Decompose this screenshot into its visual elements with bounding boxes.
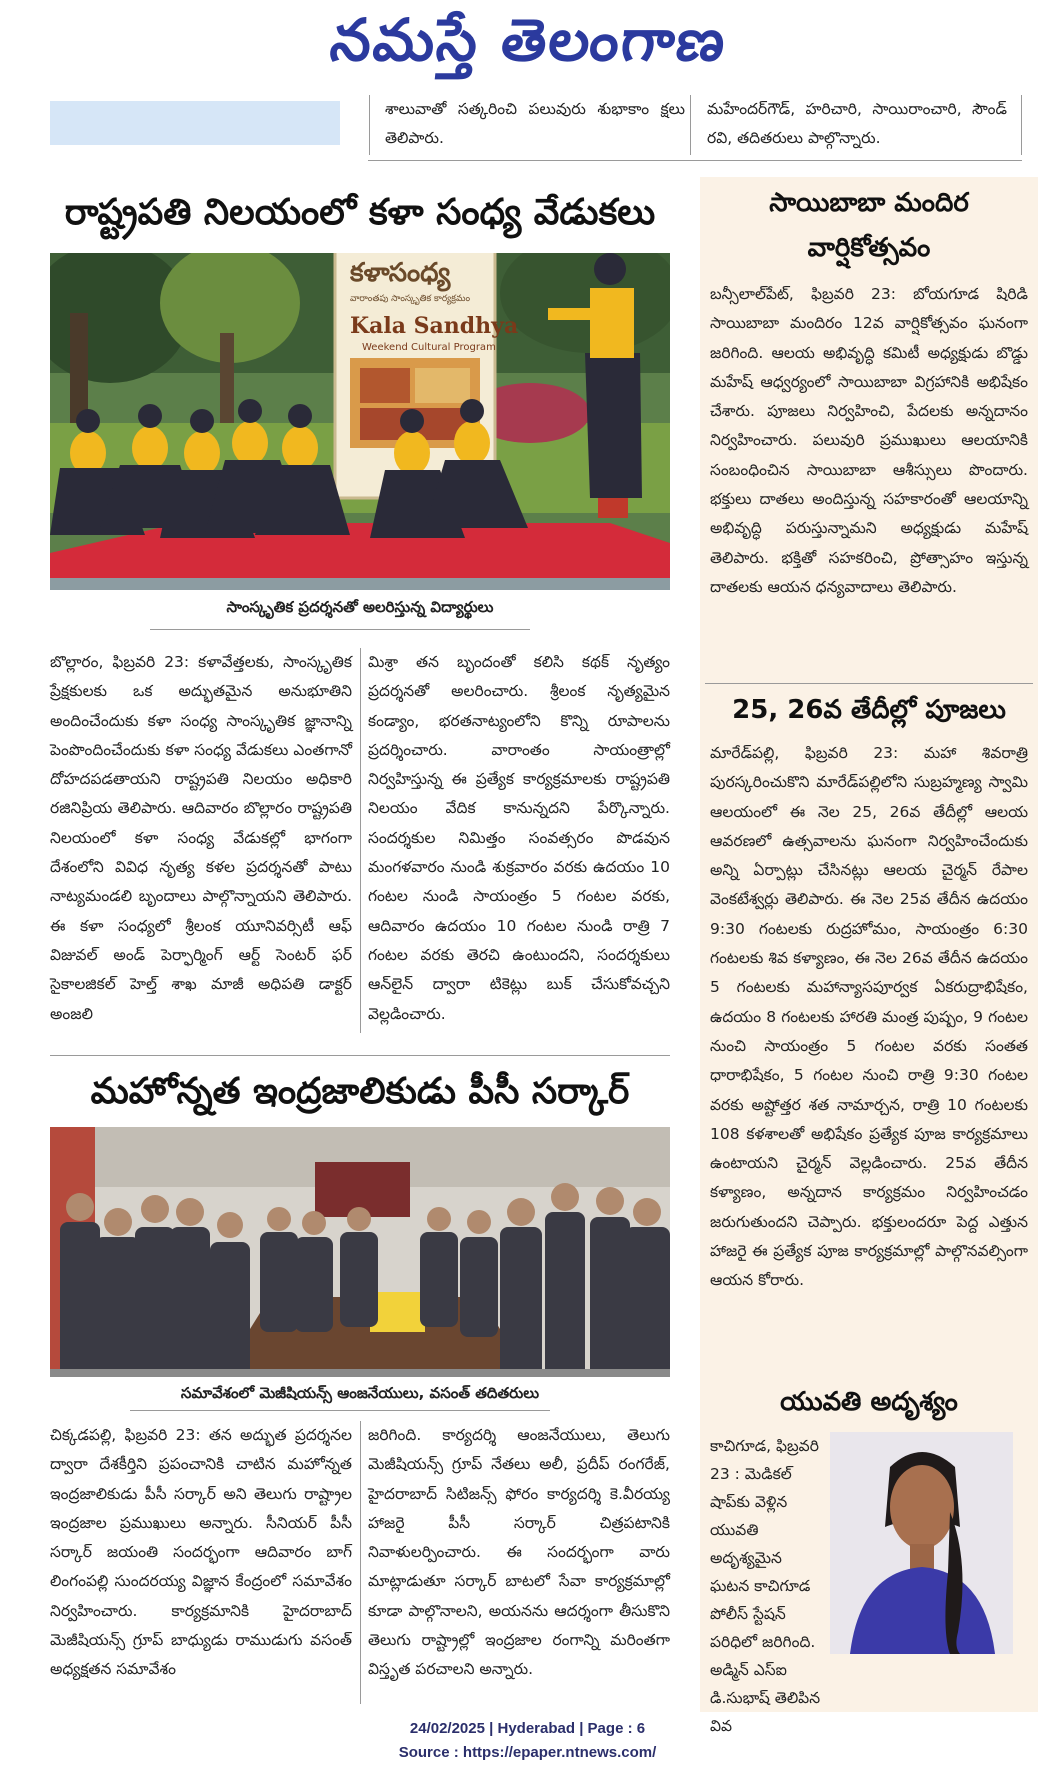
magicians-photo <box>50 1127 670 1377</box>
magicians-photo-illustration <box>50 1127 670 1377</box>
column-divider <box>369 95 370 155</box>
footer-source-link[interactable]: Source : https://epaper.ntnews.com/ <box>398 1744 657 1761</box>
article2-headline: మహోన్నత ఇంద్రజాలికుడు పీసీ సర్కార్ <box>90 1071 630 1112</box>
sidebar-story1-text: బన్సీలాల్‌పేట్, ఫిబ్రవరి 23: బోయగూడ షిరిడి సాయిబాబా మందిరం 12వ వార్షికోత్సవం ఘనంగా జరిగింది. ఆలయ అభివృద్ధి కమిటీ అధ్యక్షుడు బొడ్డు మహేష్ ఆధ్వర్యంలో సాయిబాబా విగ్రహానికి అభిషేకం చేశారు. పూజలు నిర్వహించి, పేదలకు అన్నదానం నిర్వహించారు. పలువురి ప్రముఖులు ఆలయానికి సంబంధించిన సాయిబాబా ఆశీస్సులు పొందారు. భక్తులు దాతలు అందిస్తున్న సహకారంతో ఆలయాన్ని అభివృద్ధి పరుస్తున్నామని అధ్యక్షుడు మహేష్ తెలిపారు. భక్తితో సహకరించి, ప్రోత్సాహం ఇస్తున్న దాతలకు ఆయన ధన్యవాదాలు తెలిపారు. <box>710 285 1028 596</box>
banner-subtitle: Weekend Cultural Program <box>362 342 496 353</box>
article2-body-col2 <box>368 1421 670 1685</box>
article2-body-col1 <box>50 1421 352 1685</box>
banner-telugu-sub: వారాంతపు సాంస్కృతిక కార్యక్రమం <box>350 294 471 304</box>
sidebar-story3-body <box>710 1432 822 1740</box>
top-text-col3: మహేందర్‌గౌడ్, హరిచారి, సాయిరాంచారి, సౌండ్ రవి, తదితరులు పాల్గొన్నారు. <box>707 100 1007 147</box>
article1-text-col2: మిశ్రా తన బృందంతో కలిసి కథక్ నృత్యం ప్రదర్శనతో అలరించారు. శ్రీలంక నృత్యమైన కండ్యాం, భరతనాట్యంలోని కొన్ని రూపాలను ప్రదర్శించారు. వారాంతం సాయంత్రాల్లో నిర్వహిస్తున్న ఈ ప్రత్యేక కార్యక్రమాలకు రాష్ట్రపతి నిలయం వేదిక కానున్నదని పేర్కొన్నారు. సందర్శకుల నిమిత్తం సంవత్సరం పొడవున మంగళవారం నుండి శుక్రవారం వరకు ఉదయం 10 గంటల నుండి సాయంత్రం 5 గంటల వరకు, ఆదివారం ఉదయం 10 గంటల నుండి రాత్రి 7 గంటల వరకు తెరచి ఉంటుందని, సందర్శకులు ఆన్‌లైన్ ద్వారా టికెట్లు బుక్ చేసుకోవచ్చని వెల్లడించారు. <box>368 653 670 1023</box>
column-divider <box>690 95 691 155</box>
article1-text-col1: బొల్లారం, ఫిబ్రవరి 23: కళావేత్తలకు, సాంస్కృతిక ప్రేక్షకులకు ఒక అద్భుతమైన అనుభూతిని అందించేందుకు కళా సంధ్య సాంస్కృతిక జ్ఞానాన్ని పెంపొందించేందుకు కళా సంధ్య వేడుకలు ఎంతగానో దోహదపడతాయని రాష్ట్రపతి నిలయం అధికారి రజినిప్రియ తెలిపారు. ఆదివారం బొల్లారం రాష్ట్రపతి నిలయంలో కళా సంధ్య వేడుకల్లో భాగంగా దేశంలోని వివిధ నృత్య కళల ప్రదర్శనతో పాటు నాట్యమండలి బృందాలు పాల్గొన్నాయని తెలిపారు. ఈ కళా సంధ్యలో శ్రీలంక యూనివర్సిటీ ఆఫ్ విజువల్ అండ్ పెర్ఫార్మింగ్ ఆర్ట్ సెంటర్ ఫర్ సైకాలజికల్ హెల్త్ శాఖ మాజీ అధిపతి డాక్టర్ అంజలి <box>50 653 352 1023</box>
missing-woman-photo-illustration <box>830 1432 1013 1654</box>
column-divider <box>360 1421 361 1704</box>
top-continuation-col2 <box>385 95 685 153</box>
sidebar-story3-headline: యువతి అదృశ్యం <box>780 1387 958 1417</box>
sidebar-rule <box>705 683 1033 684</box>
sidebar-story1-headline-line2: వార్షికోత్సవం <box>807 233 931 263</box>
article-separator <box>50 1055 670 1056</box>
banner-title: Kala Sandhya <box>350 313 519 339</box>
sidebar-story2-body <box>710 739 1028 1296</box>
article2-text-col1: చిక్కడపల్లి, ఫిబ్రవరి 23: తన అద్భుత ప్రదర్శనల ద్వారా దేశకీర్తిని ప్రపంచానికి చాటిన మహోన్నత ఇంద్రజాలికుడు పీసీ సర్కార్ అని తెలుగు రాష్ట్రాల ఇంద్రజాల ప్రముఖులు అన్నారు. సీనియర్ పీసీ సర్కార్ జయంతి సందర్భంగా ఆదివారం బాగ్ లింగంపల్లి సుందరయ్య విజ్ఞాన కేంద్రంలో సమావేశం నిర్వహించారు. కార్యక్రమానికి హైదరాబాద్ మెజీషియన్స్ గ్రూప్ బాధ్యుడు రాముడుగు వసంత్ అధ్యక్షతన సమావేశం <box>50 1426 352 1679</box>
top-highlight-box <box>50 101 340 145</box>
top-continuation-col3 <box>707 95 1007 153</box>
sidebar-story1-body <box>710 280 1028 602</box>
caption-rule <box>130 1410 550 1411</box>
masthead <box>0 0 1055 88</box>
sidebar-story2-headline: 25, 26వ తేదీల్లో పూజలు <box>732 695 1006 725</box>
newspaper-title: నమస్తే తెలంగాణ <box>326 6 730 74</box>
article2-photo-caption: సమావేశంలో మెజీషియన్స్ ఆంజనేయులు, వసంత్ తదితరులు <box>180 1384 540 1402</box>
sidebar-story3-text: కాచిగూడ, ఫిబ్రవరి 23 : మెడికల్ షాప్‌కు వెళ్లిన యువతి అదృశ్యమైన ఘటన కాచిగూడ పోలీస్ స్టేషన్ పరిధిలో జరిగింది. అడ్మిన్ ఎస్ఐ డి.సుభాష్ తెలిపిన వివ <box>710 1437 821 1735</box>
article2-text-col2: జరిగింది. కార్యదర్శి ఆంజనేయులు, తెలుగు మెజీషియన్స్ గ్రూప్ నేతలు అలీ, ప్రదీప్ రంగరేజ్, హైదరాబాద్ సిటిజన్స్ ఫోరం కార్యదర్శి కె.వీరయ్య హాజరై పీసీ సర్కార్ చిత్రపటానికి నివాళులర్పించారు. ఈ సందర్భంగా వారు మాట్లాడుతూ సర్కార్ బాటలో సేవా కార్యక్రమాల్లో కూడా పాల్గొనాలని, అయనను ఆదర్శంగా తీసుకొని తెలుగు రాష్ట్రాల్లో ఇంద్రజాల రంగాన్ని మరింతగా విస్తృత పరచాలని అన్నారు. <box>368 1426 670 1679</box>
article1-body-col1 <box>50 648 352 1029</box>
top-text-col2: శాలువాతో సత్కరించి పలువురు శుభాకాం క్షలు తెలిపారు. <box>385 100 685 147</box>
banner-telugu-title: కళాసంధ్య <box>350 258 451 288</box>
sidebar-story2-text: మారేడ్‌పల్లి, ఫిబ్రవరి 23: మహా శివరాత్రి పురస్కరించుకొని మారేడ్‌పల్లిలోని సుబ్రహ్మణ్య స్వామి ఆలయంలో ఈ నెల 25, 26వ తేదీల్లో ఆలయ ఆవరణలో ఉత్సవాలను ఘనంగా నిర్వహించేందుకు అన్ని ఏర్పాట్లు చేసినట్లు ఆలయ చైర్మన్ రేపాల వెంకటేశ్వర్లు తెలిపారు. ఈ నెల 25వ తేదీన ఉదయం 9:30 గంటలకు రుద్రహోమం, సాయంత్రం 6:30 గంటలకు శివ కళ్యాణం, ఈ నెల 26వ తేదీన ఉదయం 5 గంటలకు మహాన్యాసపూర్వక ఏకరుద్రాభిషేకం, ఉదయం 8 గంటలకు హారతి మంత్ర పుష్పం, 9 గంటల నుంచి సాయంత్రం 5 గంటల వరకు సంతత ధారాభిషేకం, 5 గంటల నుంచి రాత్రి 9:30 గంటల వరకు అష్టోత్తర శత నామార్చన, రాత్రి 10 గంటలకు 108 కళశాలతో అభిషేకం ప్రత్యేక పూజ కార్యక్రమాలు ఉంటాయని చైర్మన్ వెల్లడించారు. 25వ తేదీన కళ్యాణం, అన్నదాన కార్యక్రమం నిర్వహించడం జరుగుతుందని చెప్పారు. భక్తులందరూ పెద్ద ఎత్తున హాజరై ఈ ప్రత్యేక పూజ కార్యక్రమాల్లో పాల్గొనవల్సింగా ఆయన కోరారు. <box>710 744 1028 1290</box>
article1-photo-caption: సాంస్కృతిక ప్రదర్శనతో అలరిస్తున్న విద్యార్థులు <box>226 598 494 616</box>
article1-body-col2 <box>368 648 670 1029</box>
dance-photo-illustration <box>50 253 670 590</box>
top-rule <box>368 160 1022 161</box>
column-divider <box>1021 95 1022 155</box>
dance-photo <box>50 253 670 590</box>
missing-woman-photo <box>830 1432 1013 1654</box>
caption-rule <box>150 629 530 630</box>
article1-headline: రాష్ట్రపతి నిలయంలో కళా సంధ్య వేడుకలు <box>64 192 656 233</box>
sidebar-story1-headline-line1: సాయిబాబా మందిర <box>769 188 969 218</box>
column-divider <box>360 648 361 1033</box>
footer-date-line: 24/02/2025 | Hyderabad | Page : 6 <box>409 1720 646 1737</box>
